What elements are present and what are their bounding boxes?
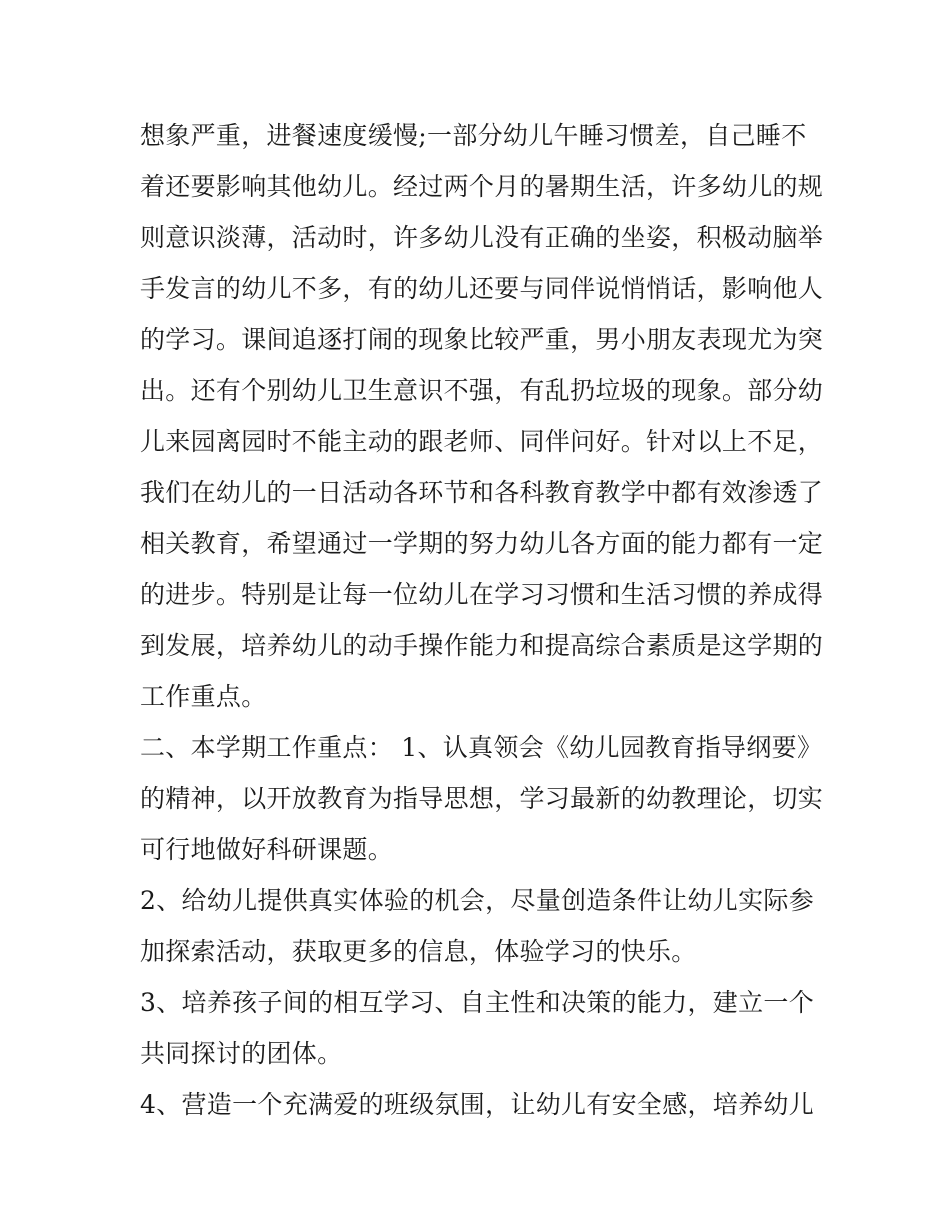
text-line: 共同探讨的团体。 [140,1039,343,1068]
text-line: 可行地做好科研课题。 [140,835,394,864]
text-line: 则意识淡薄，活动时，许多幼儿没有正确的坐姿，积极动脑举 [140,223,824,252]
text-line: 的进步。特别是让每一位幼儿在学习习惯和生活习惯的养成得 [140,580,824,609]
text-line: 想象严重，进餐速度缓慢;一部分幼儿午睡习惯差，自己睡不 [140,121,807,150]
text-line: 到发展，培养幼儿的动手操作能力和提高综合素质是这学期的 [140,631,824,660]
text-line: 工作重点。 [140,682,267,711]
text-line: 相关教育，希望通过一学期的努力幼儿各方面的能力都有一定 [140,529,824,558]
text-line: 我们在幼儿的一日活动各环节和各科教育教学中都有效渗透了 [140,478,824,507]
text-line: 出。还有个别幼儿卫生意识不强，有乱扔垃圾的现象。部分幼 [140,376,824,405]
text-line: 儿来园离园时不能主动的跟老师、同伴问好。针对以上不足， [140,427,824,456]
text-line: 加探索活动，获取更多的信息，体验学习的快乐。 [140,937,697,966]
list-item-line: 2、给幼儿提供真实体验的机会，尽量创造条件让幼儿实际参 [140,886,815,915]
list-item-line: 3、培养孩子间的相互学习、自主性和决策的能力，建立一个 [140,988,815,1017]
text-line: 的学习。课间追逐打闹的现象比较严重，男小朋友表现尤为突 [140,325,824,354]
list-item-line: 4、营造一个充满爱的班级氛围，让幼儿有安全感，培养幼儿 [140,1090,815,1119]
text-line: 的精神，以开放教育为指导思想，学习最新的幼教理论，切实 [140,784,824,813]
body-text [140,110,824,1130]
text-line: 着还要影响其他幼儿。经过两个月的暑期生活，许多幼儿的规 [140,172,824,201]
text-line: 手发言的幼儿不多，有的幼儿还要与同伴说悄悄话，影响他人 [140,274,824,303]
section-heading-line: 二、本学期工作重点： 1、认真领会《幼儿园教育指导纲要》 [140,733,823,762]
